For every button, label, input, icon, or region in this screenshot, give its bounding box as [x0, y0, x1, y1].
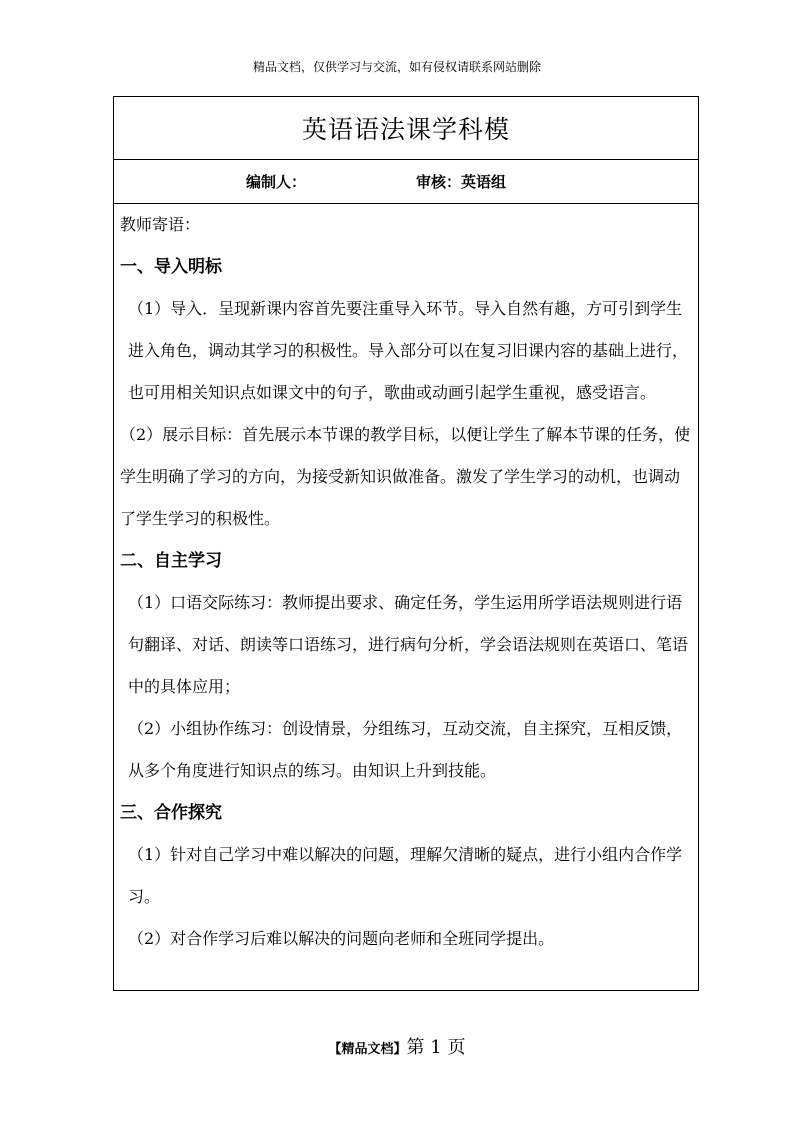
- paragraph: （2）小组协作练习：创设情景，分组练习，互动交流，自主探究，互相反馈，从多个角度进行知识点的练习。由知识上升到技能。: [128, 719, 683, 780]
- section-heading: 二、自主学习: [120, 551, 222, 571]
- document-title: 英语语法课学科模: [114, 97, 698, 160]
- paragraph: （1）导入．呈现新课内容首先要注重导入环节。导入自然有趣，方可引到学生进入角色，调动其学习的积极性。导入部分可以在复习旧课内容的基础上进行，也可用相关知识点如课文中的句子，歌曲或动画引起学生重视，感受语言。: [128, 299, 689, 402]
- teacher-greeting: 教师寄语：: [120, 215, 201, 234]
- section-heading: 三、合作探究: [120, 803, 222, 823]
- document-body: [114, 204, 698, 960]
- page-prefix: 第: [406, 1037, 431, 1058]
- paragraph: （1）口语交际练习：教师提出要求、确定任务，学生运用所学语法规则进行语句翻译、对话、朗读等口语练习，进行病句分析，学会语法规则在英语口、笔语中的具体应用；: [128, 593, 689, 696]
- page-number: 1: [430, 1037, 442, 1058]
- reviewer-label: 审核：英语组: [416, 173, 507, 191]
- paragraph: （2）对合作学习后难以解决的问题向老师和全班同学提出。: [128, 929, 555, 948]
- section-heading: 一、导入明标: [120, 257, 222, 277]
- paragraph: （2）展示目标：首先展示本节课的教学目标，以便让学生了解本节课的任务，使学生明确了学习的方向，为接受新知识做准备。激发了学生学习的动机，也调动了学生学习的积极性。: [120, 425, 691, 528]
- header-note: 精品文档，仅供学习与交流，如有侵权请联系网站删除: [252, 60, 541, 74]
- page-suffix: 页: [441, 1037, 466, 1058]
- editor-label: 编制人：: [246, 173, 307, 191]
- meta-row: [114, 160, 698, 204]
- paragraph: （1）针对自己学习中难以解决的问题，理解欠清晰的疑点，进行小组内合作学习。: [128, 845, 683, 906]
- footer-tag: 【精品文档】: [328, 1042, 407, 1057]
- page-footer: [0, 1033, 794, 1059]
- document-table: [113, 96, 699, 991]
